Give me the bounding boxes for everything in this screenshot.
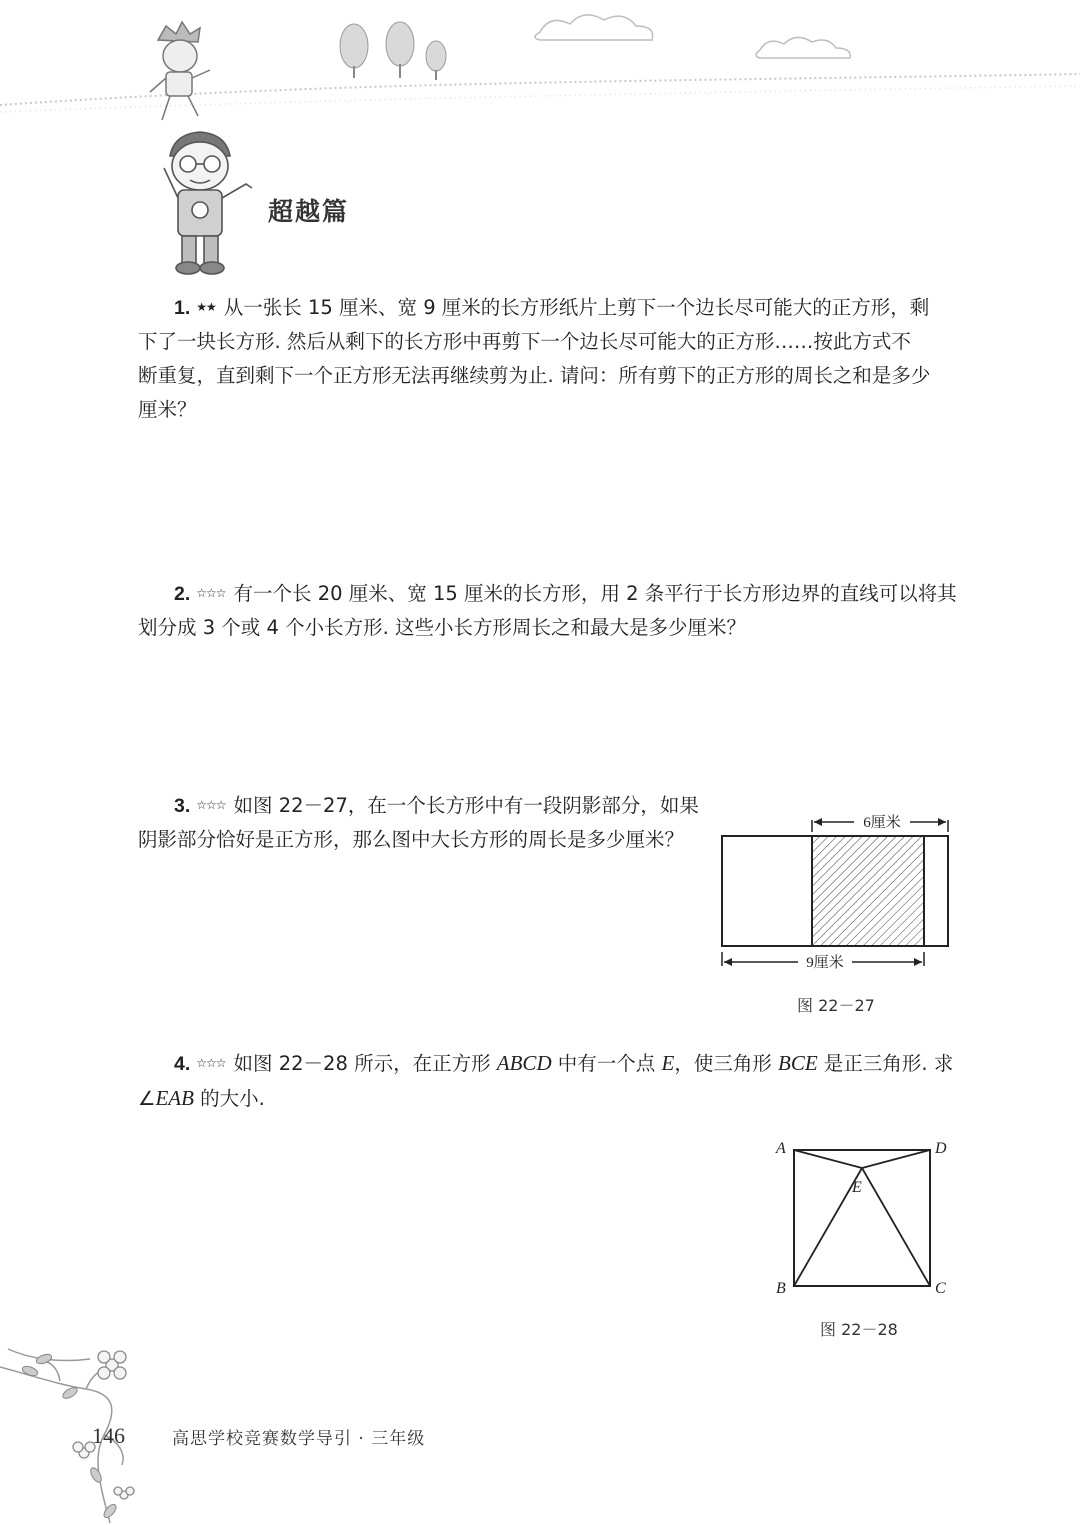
problem-number: 1.	[174, 297, 191, 319]
figure-22-28-caption: 图 22－28	[820, 1320, 898, 1339]
problem-text: 中有一个点	[551, 1052, 662, 1075]
difficulty-stars-icon: ☆☆☆	[196, 586, 226, 600]
problem-text: 的大小.	[193, 1087, 265, 1110]
math-label: EAB	[155, 1086, 194, 1110]
problem-1-line-4: 厘米？	[138, 398, 197, 421]
point-c-label: C	[935, 1280, 946, 1297]
tree-icon	[340, 22, 446, 71]
difficulty-stars-icon: ☆☆☆	[196, 798, 226, 812]
book-title: 高思学校竞赛数学导引 · 三年级	[172, 1429, 426, 1449]
problem-text: 是正三角形. 求	[817, 1052, 954, 1075]
problem-1-line-1	[138, 290, 978, 325]
problem-1-line-3: 断重复，直到剩下一个正方形无法再继续剪为止. 请问：所有剪下的正方形的周长之和是多少	[138, 364, 931, 387]
difficulty-stars-icon: ★★	[196, 300, 216, 314]
shaded-square	[812, 836, 924, 946]
problem-2	[138, 576, 978, 645]
problem-1	[138, 290, 978, 427]
bottom-dimension-label: 9厘米	[806, 955, 844, 971]
problem-3	[138, 788, 718, 857]
problem-text: ，使三角形	[674, 1052, 779, 1075]
problem-number: 4.	[174, 1053, 191, 1075]
problem-4	[138, 1046, 978, 1116]
point-d-label: D	[935, 1140, 947, 1157]
math-label: BCE	[778, 1051, 818, 1075]
section-title: 超越篇	[268, 197, 350, 226]
page-number: 146	[92, 1423, 125, 1448]
math-label: ABCD	[496, 1051, 552, 1075]
figure-22-28	[770, 1134, 960, 1304]
problem-3-line-1	[138, 788, 718, 823]
flower-vine-illustration	[0, 1345, 170, 1525]
problem-2-line-1	[138, 576, 978, 611]
figure-22-27-caption: 图 22－27	[797, 996, 875, 1015]
problem-text: 从一张长 15 厘米、宽 9 厘米的长方形纸片上剪下一个边长尽可能大的正方形，剩	[223, 296, 930, 319]
problem-2-line-2: 划分成 3 个或 4 个小长方形. 这些小长方形周长之和最大是多少厘米？	[138, 616, 747, 639]
problem-text: 有一个长 20 厘米、宽 15 厘米的长方形，用 2 条平行于长方形边界的直线可以将其	[233, 582, 957, 605]
difficulty-stars-icon: ☆☆☆	[196, 1056, 226, 1070]
problem-number: 2.	[174, 583, 191, 605]
angle-symbol: ∠	[138, 1087, 156, 1110]
problem-4-line-1	[138, 1046, 978, 1081]
point-e-label: E	[852, 1179, 862, 1196]
top-dimension-label: 6厘米	[863, 815, 901, 831]
problem-4-line-2	[138, 1081, 978, 1116]
problem-number: 3.	[174, 795, 191, 817]
header-landscape-illustration	[0, 0, 1080, 140]
problem-3-line-2: 阴影部分恰好是正方形，那么图中大长方形的周长是多少厘米？	[138, 828, 685, 851]
problem-text: 如图 22－27，在一个长方形中有一段阴影部分，如果	[233, 794, 699, 817]
square-abcd	[794, 1150, 930, 1286]
problem-text: 如图 22－28 所示，在正方形	[233, 1052, 497, 1075]
problem-1-line-2: 下了一块长方形. 然后从剩下的长方形中再剪下一个边长尽可能大的正方形……按此方式不	[138, 330, 911, 353]
math-label: E	[661, 1051, 675, 1075]
mascot-boy-illustration	[150, 128, 260, 278]
point-b-label: B	[776, 1280, 786, 1297]
point-a-label: A	[776, 1140, 786, 1157]
cloud-icon	[535, 15, 850, 58]
figure-22-27	[714, 806, 964, 976]
